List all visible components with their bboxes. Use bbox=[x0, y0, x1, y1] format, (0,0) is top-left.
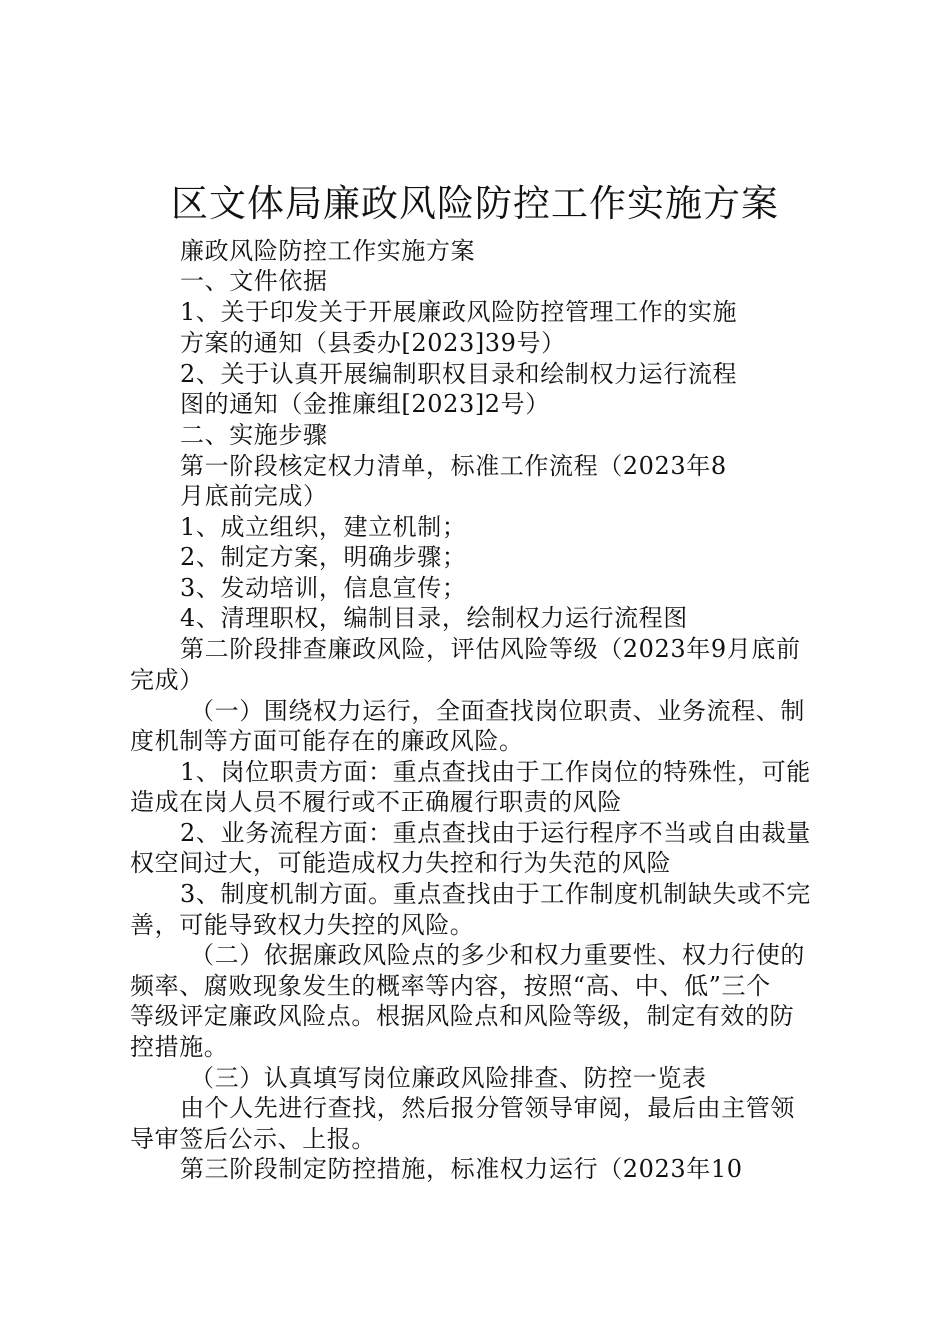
list-item: 2、制定方案，明确步骤； bbox=[180, 543, 467, 571]
text-line: 度机制等方面可能存在的廉政风险。 bbox=[130, 727, 524, 755]
text-line: 2、关于认真开展编制职权目录和绘制权力运行流程 bbox=[180, 360, 738, 388]
text-line: 2、业务流程方面：重点查找由于运行程序不当或自由裁量 bbox=[180, 819, 811, 847]
text-line: 导审签后公示、上报。 bbox=[130, 1125, 376, 1153]
text-line: 由个人先进行查找，然后报分管领导审阅，最后由主管领 bbox=[180, 1094, 795, 1122]
list-item: 1、成立组织，建立机制； bbox=[180, 513, 467, 541]
text-line: 第三阶段制定防控措施，标准权力运行（2023年10 bbox=[180, 1155, 743, 1183]
section-heading: 一、文件依据 bbox=[180, 267, 328, 295]
text-line: 方案的通知（县委办[2023]39号） bbox=[180, 329, 566, 357]
text-line: 善，可能导致权力失控的风险。 bbox=[130, 911, 475, 939]
document-title: 区文体局廉政风险防控工作实施方案 bbox=[171, 182, 779, 225]
text-line: 控措施。 bbox=[130, 1033, 229, 1061]
text-line: 1、岗位职责方面：重点查找由于工作岗位的特殊性，可能 bbox=[180, 758, 811, 786]
text-line: 1、关于印发关于开展廉政风险防控管理工作的实施 bbox=[180, 298, 738, 326]
text-line: 权空间过大，可能造成权力失控和行为失范的风险 bbox=[130, 849, 672, 877]
text-line: 第一阶段核定权力清单，标准工作流程（2023年8 bbox=[180, 452, 727, 480]
text-line: （三）认真填写岗位廉政风险排查、防控一览表 bbox=[190, 1064, 707, 1092]
text-line: （二）依据廉政风险点的多少和权力重要性、权力行使的 bbox=[190, 941, 805, 969]
text-line: 造成在岗人员不履行或不正确履行职责的风险 bbox=[130, 788, 622, 816]
text-line: 等级评定廉政风险点。根据风险点和风险等级，制定有效的防 bbox=[130, 1002, 795, 1030]
text-line: 月底前完成） bbox=[180, 482, 328, 510]
text-line: 图的通知（金推廉组[2023]2号） bbox=[180, 390, 550, 418]
list-item: 4、清理职权，编制目录，绘制权力运行流程图 bbox=[180, 604, 688, 632]
text-line: 完成） bbox=[130, 666, 204, 694]
list-item: 3、发动培训，信息宣传； bbox=[180, 574, 467, 602]
text-line: 第二阶段排查廉政风险，评估风险等级（2023年9月底前 bbox=[180, 635, 801, 663]
section-heading: 二、实施步骤 bbox=[180, 421, 328, 449]
text-line: 3、制度机制方面。重点查找由于工作制度机制缺失或不完 bbox=[180, 880, 811, 908]
text-line: 廉政风险防控工作实施方案 bbox=[180, 237, 476, 265]
text-line: （一）围绕权力运行，全面查找岗位职责、业务流程、制 bbox=[190, 697, 805, 725]
text-line: 频率、腐败现象发生的概率等内容，按照“高、中、低”三个 bbox=[130, 972, 771, 1000]
